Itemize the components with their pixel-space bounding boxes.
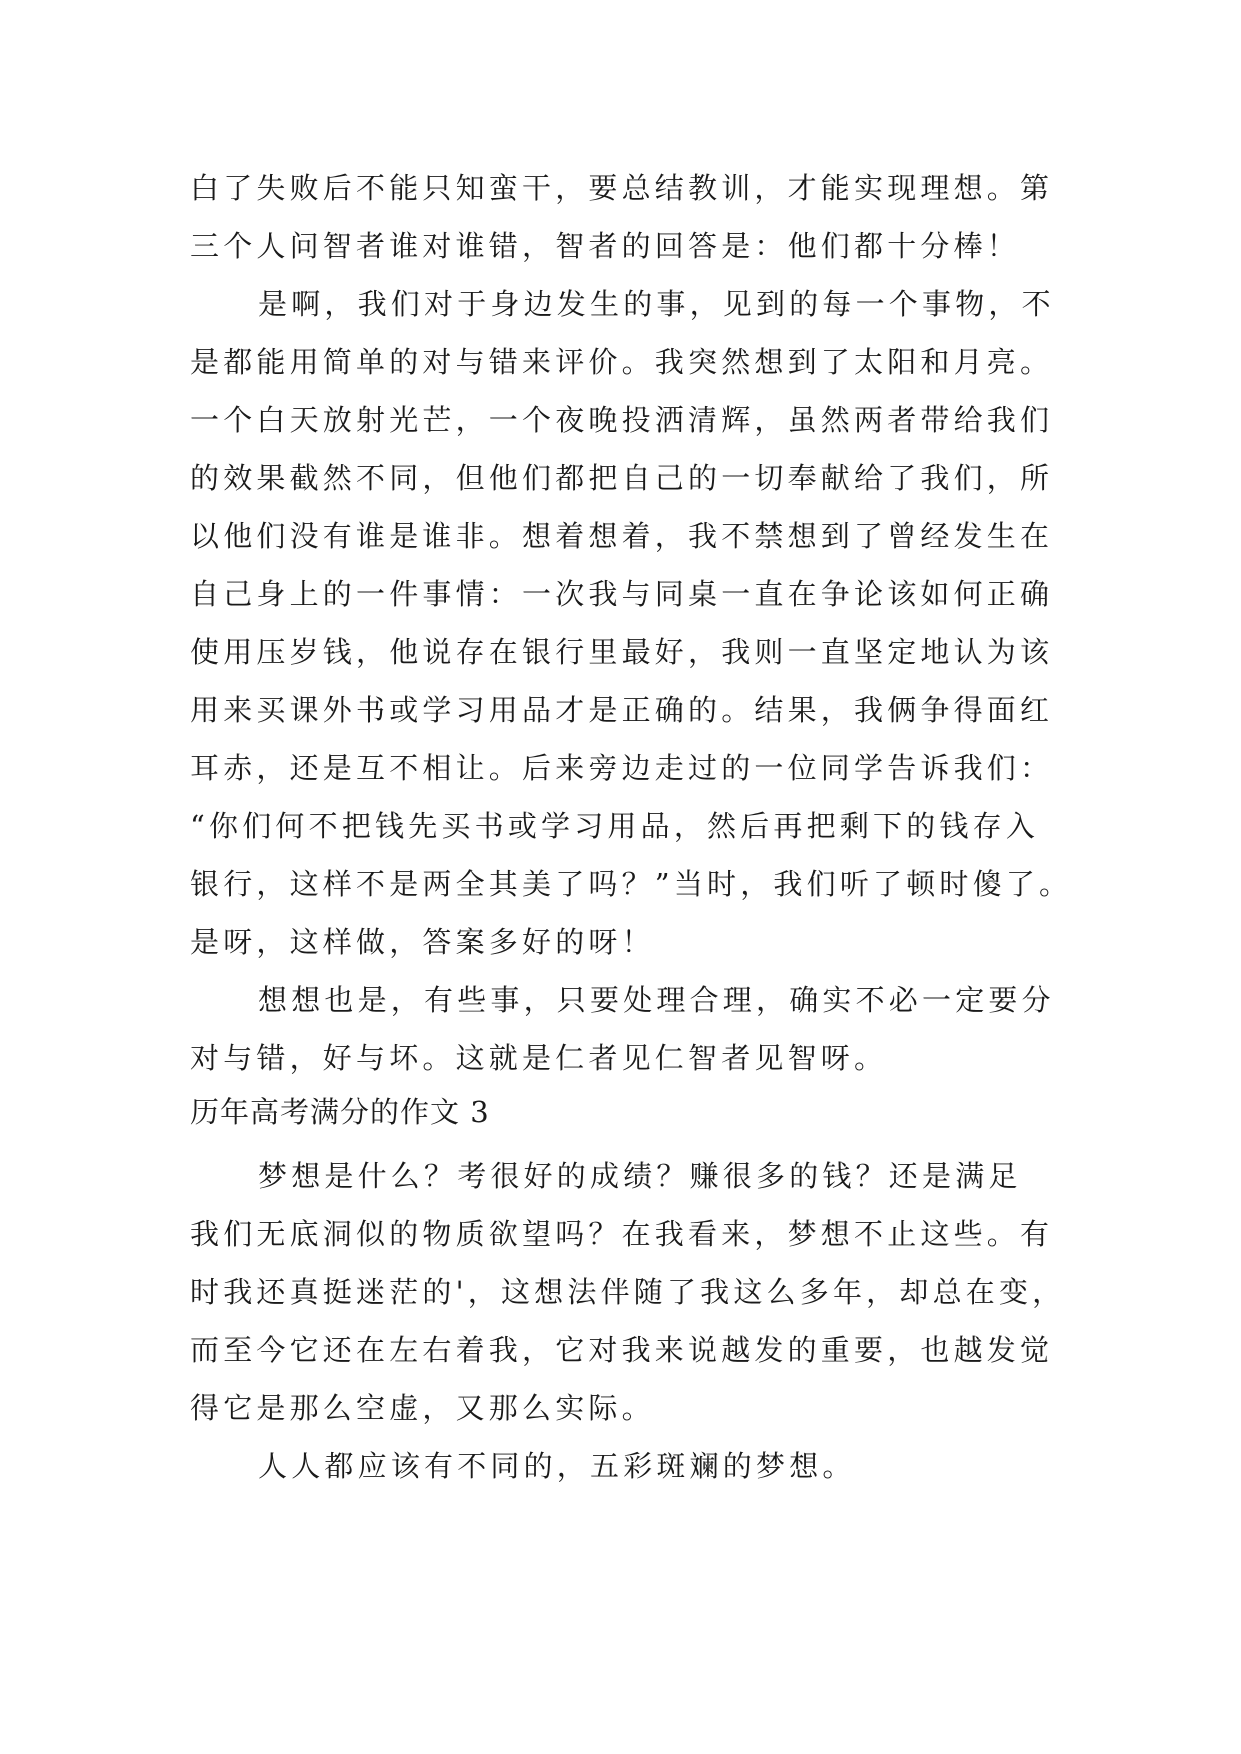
text-line: “你们何不把钱先买书或学习用品，然后再把剩下的钱存入: [190, 809, 1040, 843]
text-line: 三个人问智者谁对谁错，智者的回答是：他们都十分棒！: [190, 229, 1021, 263]
text-line: 的效果截然不同，但他们都把自己的一切奉献给了我们，所: [190, 461, 1054, 495]
text-line: 用来买课外书或学习用品才是正确的。结果，我俩争得面红: [190, 693, 1054, 727]
essay-body-section-1: [190, 159, 1073, 1087]
text-line: 而至今它还在左右着我，它对我来说越发的重要，也越发觉: [190, 1333, 1054, 1367]
text-line: 自己身上的一件事情：一次我与同桌一直在争论该如何正确: [190, 577, 1054, 611]
paragraph-start-line: 是啊，我们对于身边发生的事，见到的每一个事物，不: [258, 287, 1055, 321]
paragraph-start-line: 人人都应该有不同的，五彩斑斓的梦想。: [258, 1449, 856, 1483]
text-line: 耳赤，还是互不相让。后来旁边走过的一位同学告诉我们：: [190, 751, 1054, 785]
text-line: 得它是那么空虚，又那么实际。: [190, 1391, 655, 1425]
text-line: 我们无底洞似的物质欲望吗？在我看来，梦想不止这些。有: [190, 1217, 1054, 1251]
essay-heading: 历年高考满分的作文 3: [190, 1095, 490, 1129]
text-line: 对与错，好与坏。这就是仁者见仁智者见智呀。: [190, 1041, 888, 1075]
text-line: 是呀，这样做，答案多好的呀！: [190, 925, 655, 959]
paragraph-start-line: 想想也是，有些事，只要处理合理，确实不必一定要分: [258, 983, 1055, 1017]
text-line: 银行，这样不是两全其美了吗？”当时，我们听了顿时傻了。: [190, 867, 1073, 901]
text-line: 时我还真挺迷茫的'，这想法伴随了我这么多年，却总在变，: [190, 1275, 1066, 1309]
text-line: 使用压岁钱，他说存在银行里最好，我则一直坚定地认为该: [190, 635, 1054, 669]
text-line: 白了失败后不能只知蛮干，要总结教训，才能实现理想。第: [190, 171, 1054, 205]
text-line: 以他们没有谁是谁非。想着想着，我不禁想到了曾经发生在: [190, 519, 1054, 553]
text-line: 是都能用简单的对与错来评价。我突然想到了太阳和月亮。: [190, 345, 1054, 379]
paragraph-start-line: 梦想是什么？考很好的成绩？赚很多的钱？还是满足: [258, 1159, 1022, 1193]
essay-body-section-2: [190, 1147, 1066, 1495]
text-line: 一个白天放射光芒，一个夜晚投洒清辉，虽然两者带给我们: [190, 403, 1054, 437]
